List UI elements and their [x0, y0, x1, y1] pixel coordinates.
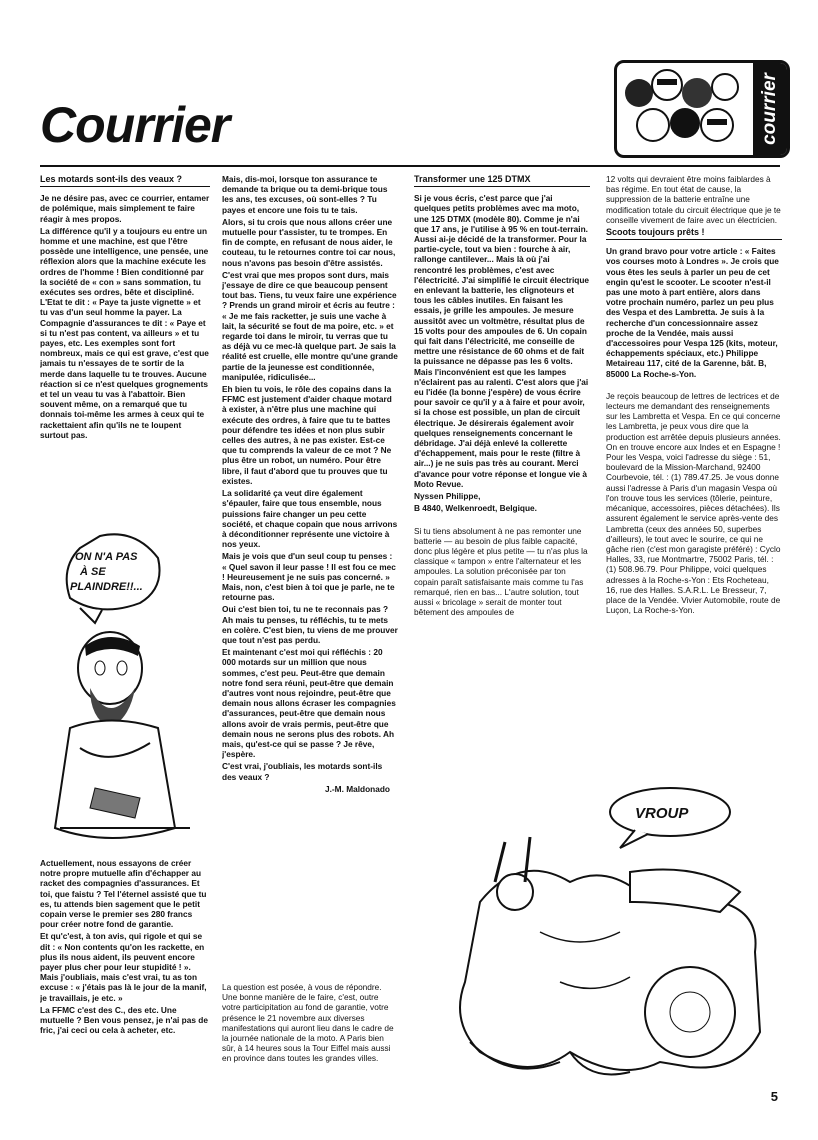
editor-reply: Si tu tiens absolument à ne pas remonter une batterie — au besoin de plus faible capacité, donc plus légère et plus petite — tu n'as plus la classique « tampon » entre l'alternateur et les ampoules. La solution préconisée par ton copain paraît satisfaisante mais comme tu l'as remarqué, rien en bas... L'autre solution, tout aussi « bricolage » serait de monter tout bêtement des ampoules de [414, 525, 588, 618]
letter2-signature: B 4840, Welkenroedt, Belgique. [414, 503, 537, 514]
letter3-heading: Scoots toujours prêts ! [606, 227, 782, 240]
scooter-sound-text: VROUP [635, 805, 689, 822]
column-4 [606, 174, 782, 772]
speech-bubble-text: À SE [80, 566, 106, 578]
page-title: Courrier [40, 97, 230, 153]
speech-bubble-text: PLAINDRE!!... [70, 581, 143, 593]
editor-reply: 12 volts qui devraient être moins faiblardes à bas régime. En tout état de cause, la suppression de la batterie entraîne une modification totale du circuit électrique que je te conseille vivement de faire avec un électricien. [606, 174, 781, 225]
letter1-paragraph: Eh bien tu vois, le rôle des copains dans la FFMC est justement d'aider chaque motard à exister, à n'être plus une machine qui exécute des ordres, à faire que tu te battes pour défendre tes idées et non plus subir celles des autres, à ne pas exister. Est-ce que tu comprends la valeur de ce mot ? Ne plus être un robot, un numéro. Pour être libre, il faut d'abord que tu prouves que tu existes. [222, 384, 392, 486]
column-1-bottom [40, 858, 210, 1090]
letter1-paragraph: C'est vrai, j'oubliais, les motards sont-ils des veaux ? [222, 761, 383, 782]
letter1-paragraph: Mais je vois que d'un seul coup tu penses : « Quel savon il leur passe ! Il est fou ce mec ! Heureusement je ne suis pas concerné. » Mais, non, c'est bien à toi que je parle, ne te retourne pas. [222, 551, 396, 603]
letter1-paragraph: Je ne désire pas, avec ce courrier, entamer de polémique, mais simplement te faire réagir à mes propos. [40, 193, 210, 224]
disgruntled-biker-illustration [40, 528, 212, 854]
column-1-top [40, 174, 210, 522]
column-2 [222, 174, 398, 874]
letter1-paragraph: Alors, si tu crois que nous allons créer une mutuelle pour t'assister, tu te trompes. En fin de compte, en refusant de nous aider, le couteau, tu le retournes contre toi car nous, nous n'avons pas besoin d'être assistés. [222, 216, 396, 268]
letter1-paragraph: La solidarité ça veut dire également s'épauler, faire que tous ensemble, nous puissions faire changer un peu cette société, et chaque copain que nous arrivons à déconditionner représente une victoire à nos yeux. [222, 488, 398, 550]
editor-reply: Je reçois beaucoup de lettres de lectrices et de lecteurs me demandant des renseignements sur les Lambretta et Vespa. En ce qui concerne les Lambretta, je peux vous dire que la production est arrêtée depuis plusieurs années. On en trouve encore aux Indes et en Espagne ! Pour les Vespa, voici l'adresse du siège : 51, boulevard de la Mission-Marchand, 92400 Courbevoie, tél. : (1) 789.47.25. Je vous donne aussi l'adresse à Paris d'un magasin Vespa où l'on trouve tous les services (tôlerie, peinture, mécanique, accessoires, pièces détachées). Ils assurent également le service après-vente des Lambretta (ceux des années 50, superbes d'ailleurs), le tout avec le sourire, ce qui ne gâche rien (c'est mon garagiste préféré) : Cyclo Halles, 33, rue Montmartre, 75002 Paris, tél. : (1) 508.96.79. Pour Philippe, voici quelques adresses à la Roche-s-Yon : Ets Rocheteau, 16, rue des Halles. S.A.R.L. Le Bresseur, 7, place de la Vendée. Vivier Automobile, route de Luçon, La Roche-s-Yon. [606, 390, 781, 616]
logo-label: courrier [759, 73, 780, 145]
letter2-paragraph: Si je vous écris, c'est parce que j'ai quelques petits problèmes avec ma moto, une 125 DTMX (modèle 80). Comme je n'ai que 17 ans, je l'utilise à 95 % en tout-terrain. Aussi ai-je décidé de la transformer. Pour la partie-cycle, tout va bien : fourche à air, rallonge cantilever... Mais là où j'ai rencontré les problèmes, c'est avec l'électricité. J'ai simplifié le circuit électrique en enlevant la batterie, les clignoteurs et tous les câbles inutiles. En faisant les essais, je grille les ampoules. Je mesure aussitôt avec un voltmètre, résultat plus de 15 volts pour des ampoules de 6. Un copain qui fait dans l'électricité, me conseille de mettre une résistance de 60 ohms et de fait la puissance ne dépasse pas les 6 volts. Mais l'inconvénient est que les lampes n'éclairent pas au ralenti. C'est alors que j'ai eu l'idée (la bonne j'espère) de vous écrire pour savoir ce qu'il y a à faire et pour avoir, si la chose est possible, un plan de circuit électrique. Je désirerais également avoir quelques renseignements concernant le débridage. J'ai déjà enlevé la collerette d'échappement, mais pour le reste (filtre à air...) je ne suis pas très au courant. Merci d'avance pour votre réponse et longue vie à Moto Revue. [414, 193, 590, 489]
letter2-signature: Nyssen Philippe, [414, 491, 481, 502]
letter1-paragraph: Actuellement, nous essayons de créer notre propre mutuelle afin d'échapper au racket des compagnies d'assurances. Et toi, que faistu ? Tel l'éternel assisté que tu es, tu attends bien sagement que le petit copain verse le premier ses 280 francs pour créer notre fond de garantie. [40, 858, 207, 930]
speech-bubble-text: ON N'A PAS [75, 551, 138, 563]
title-rule [40, 165, 780, 167]
section-logo [614, 60, 790, 158]
letter1-paragraph: La FFMC c'est des C., des etc. Une mutuelle ? Ben vous pensez, je n'ai pas de fric, j'ai ceci ou cela à acheter, etc. [40, 1004, 208, 1036]
logo-tab [753, 63, 787, 155]
scooter-illustration [420, 782, 790, 1092]
editor-reply: La question est posée, à vous de répondre. Une bonne manière de le faire, c'est, outre votre participitation au fond de garantie, votre présence le 21 novembre aux diverses manifestations qui auront lieu dans le cadre de la journée nationale de la moto. A Paris bien sûr, à 14 heures sous la Tour Eiffel mais aussi en province dans toutes les grandes villes. [222, 982, 394, 1064]
column-3 [414, 174, 590, 790]
column-2-reply [222, 982, 398, 1092]
letter2-heading: Transformer une 125 DTMX [414, 174, 590, 187]
page-number: 5 [770, 1089, 778, 1104]
letter1-paragraph: Oui c'est bien toi, tu ne te reconnais pas ? Ah mais tu penses, tu réfléchis, tu te mets en colère. C'est bien, tu viens de me prouver que tout n'est pas perdu. [222, 604, 398, 645]
letter1-paragraph: C'est vrai que mes propos sont durs, mais j'essaye de dire ce que beaucoup pensent tout bas. Tiens, tu veux faire une expérience ? Prends un grand miroir et écris au feutre : « Je me fais racketter, je suis une vache à lait, la sécurité se fout de ma poire, etc. » et regarde toi dans le miroir, tu verras que tu as déjà vu ce mec-là quelque part. Je sais la réalité est cruelle, elle montre qu'une grande partie de la jeunesse est conditionnée, manipulée, ridiculisée... [222, 269, 398, 382]
letter1-signature: J.-M. Maldonado [325, 783, 390, 794]
letter3-paragraph: Un grand bravo pour votre article : « Faites vos courses moto à Londres ». Je crois que vous êtes les seuls à parler un peu de cet engin qu'est le scooter. Le scooter n'est-il pas une moto à part entière, alors dans votre prochain numéro, parlez un peu plus des Vespa et des Lambretta. Je suis à la recherche d'un concessionnaire assez proche de la Vendée, mais aussi d'accessoires pour Vespa 125 (kits, moteur, échappements spéciaux, etc.) Philippe Metaireau 117, cité de la Garenne, bât. B, 85000 La Roche-s-Yon. [606, 246, 779, 379]
letter1-paragraph: Mais, dis-moi, lorsque ton assurance te demande ta brique ou ta demi-brique tous les ans, tes excuses, où sont-elles ? Tu payes et encore une fois tu te tais. [222, 174, 388, 215]
bikers-illustration [617, 63, 752, 155]
letter1-paragraph: La différence qu'il y a toujours eu entre un homme et une machine, est que l'être possède une intelligence, une pensée, une réflexion alors que la machine exécute les ordres de l'homme ! Bien conditionné par la société de « con » sans sommation, tu exécutes ses ordres, bête et discipliné. L'Etat te dit : « Paye ta juste vignette » et tu vas d'un seul homme la payer. La Compagnie d'assurances te dit : « Paye et si tu n'est pas content, va ailleurs » et tu payes, etc. Les exemples sont fort nombreux, mais ce qui est grave, c'est que jamais tu n'essayes de te sortir de la merde dans laquelle tu te trouves. Aucune réaction si ce n'est quelques grognements et tel un veau tu vas à l'abattoir. Bien souvent même, on a remarqué que tu donnais toi-même les armes à ceux qui te rackettaient afin qu'ils ne te loupent surtout pas. [40, 225, 209, 440]
letter1-heading: Les motards sont-ils des veaux ? [40, 174, 210, 187]
letter1-paragraph: Et maintenant c'est moi qui réfléchis : 20 000 motards sur un million que nous sommes, c'est peu. Peut-être que demain notre fond sera réuni, peut-être que demain d'autres vont nous rejoindre, peut-être que demain nous allons écraser les compagnies d'assurances, peut-être que demain nous allons avoir de vrais permis, peut-être que demain nous ne serons plus des robots. Ah mais, qu'est-ce qui se passe ? Je rêve, j'espère. [222, 647, 396, 760]
letter1-paragraph: Et qu'c'est, à ton avis, qui rigole et qui se dit : « Non contents qu'on les rackette, en plus ils nous aident, ils peuvent encore payer plus cher pour leur stupidité ! ». Mais j'oubliais, mais c'est vrai, tu as ton excuse : « j'étais pas là le jour de la manif, je travaillais, je etc. » [40, 931, 207, 1003]
